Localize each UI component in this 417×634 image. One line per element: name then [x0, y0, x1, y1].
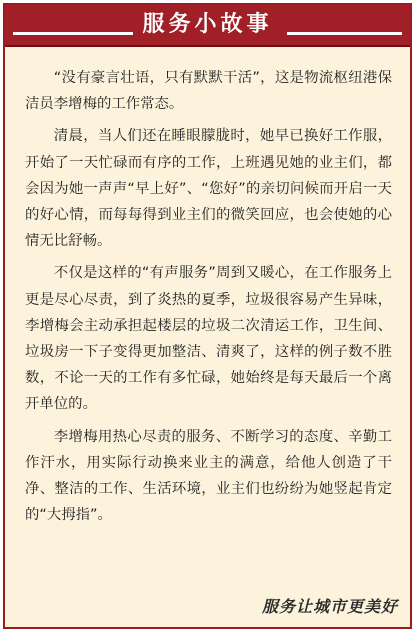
paragraph-4: 李增梅用热心尽责的服务、不断学习的态度、辛勤工作汗水，用实际行动换来业主的满意，给他人创造了干净、整洁的工作、生活环境，业主们也纷纷为她竖起肯定的“大拇指”。 — [25, 428, 392, 524]
paragraph-2: 清晨，当人们还在睡眼朦胧时，她早已换好工作服，开始了一天忙碌而有序的工作，上班遇见她的业主们，都会因为她一声声“早上好”、“您好”的亲切问候而开启一天的好心情，而每每得到业主们的微笑回应，也会使她的心情无比舒畅。 — [25, 128, 392, 250]
paragraph-3: 不仅是这样的“有声服务”周到又暖心，在工作服务上更是尽心尽责，到了炎热的夏季，垃圾很容易产生异味，李增梅会主动承担起楼层的垃圾二次清运工作，卫生间、垃圾房一下子变得更加整洁、清爽了，这样的例子数不胜数，不论一天的工作有多忙碌，她始终是每天最后一个离开单位的。 — [25, 265, 392, 413]
footer-slogan: 服务让城市更美好 — [261, 597, 398, 616]
page-title: 服务小故事 — [142, 12, 273, 37]
story-card — [3, 3, 412, 629]
paragraph-1: “没有豪言壮语，只有默默干活”，这是物流枢纽港保洁员李增梅的工作常态。 — [25, 70, 392, 113]
story-body — [25, 65, 392, 534]
banner-divider — [5, 45, 410, 47]
header-banner — [5, 5, 410, 45]
